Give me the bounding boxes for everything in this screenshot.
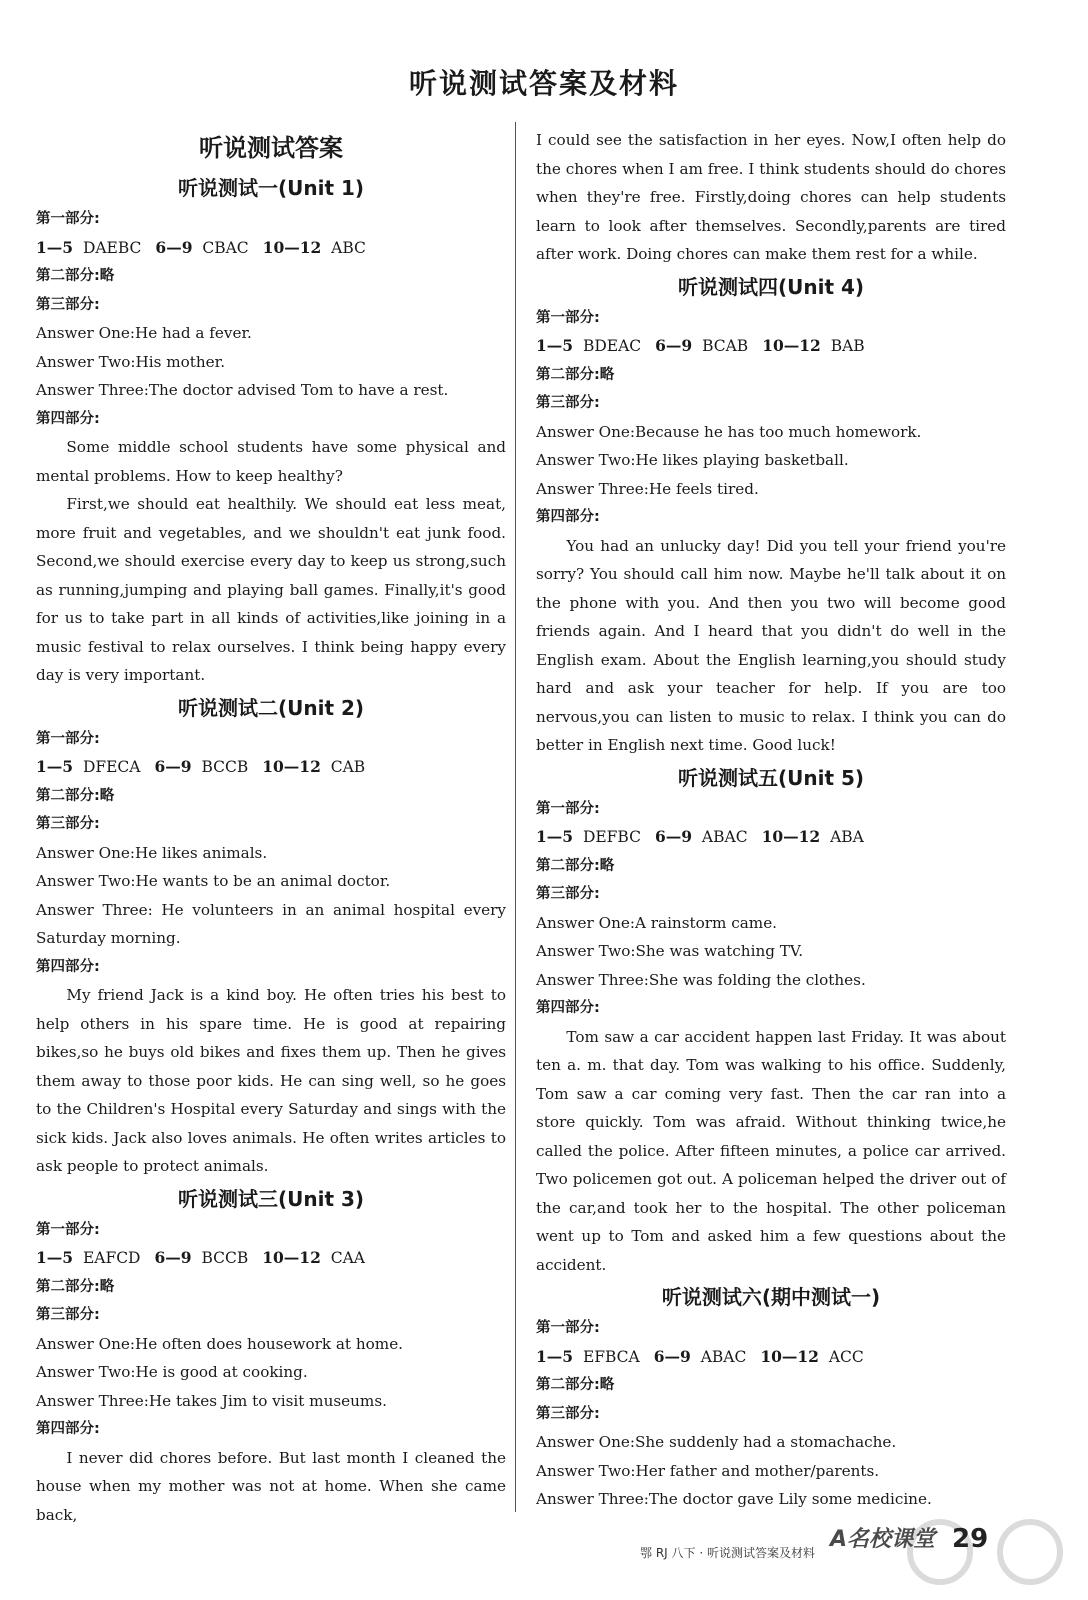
passage-continuation: I could see the satisfaction in her eyes. Now,I often help do the chores when I am free. I think students should do chores when they're free. Firstly,doing chores can help students learn to look after themselves. Secondly,parents are tired after work. Doing chores can make them rest for a while. xyxy=(536,131,1006,263)
part-2-label: 第二部分:略 xyxy=(536,366,615,383)
part-3-label: 第三部分: xyxy=(36,296,100,313)
answer-two: Answer Two:His mother. xyxy=(36,352,226,371)
right-column xyxy=(536,126,1006,1514)
answer-one: Answer One:Because he has too much homework. xyxy=(536,422,922,441)
part-2-label: 第二部分:略 xyxy=(36,787,115,804)
part-3-label: 第三部分: xyxy=(36,1307,100,1323)
answer-key-row: 1—5 DEFBC 6—9 ABAC 10—12 ABA xyxy=(536,827,864,846)
part-1-label: 第一部分: xyxy=(36,1221,100,1238)
answer-three: Answer Three: He volunteers in an animal hospital every Saturday morning. xyxy=(36,900,506,947)
answer-two: Answer Two:He likes playing basketball. xyxy=(536,451,849,469)
answer-key-row: 1—5 EFBCA 6—9 ABAC 10—12 ACC xyxy=(536,1346,864,1366)
answer-one: Answer One:A rainstorm came. xyxy=(536,913,778,932)
part-3-label: 第三部分: xyxy=(536,886,600,902)
part-2-label: 第二部分:略 xyxy=(536,857,615,874)
part-4-label: 第四部分: xyxy=(36,410,100,427)
answer-three: Answer Three:She was folding the clothes. xyxy=(536,970,866,989)
part-2-label: 第二部分:略 xyxy=(36,268,115,284)
answer-three: Answer Three:He feels tired. xyxy=(536,479,759,498)
answer-three: Answer Three:The doctor gave Lily some medicine. xyxy=(536,1490,932,1508)
left-column xyxy=(36,126,506,1529)
passage-paragraph: You had an unlucky day! Did you tell your friend you're sorry? You should call him now. Maybe he'll talk about it on the phone with you. And then you two will become good friends again. And I heard that you didn't do well in the English exam. About the English learning,you should study hard and ask your teacher for help. If you are too nervous,you can listen to music to relax. I think you can do better in English next time. Good luck! xyxy=(536,536,1006,754)
column-divider xyxy=(515,122,516,1512)
answer-one: Answer One:He often does housework at home. xyxy=(36,1334,404,1353)
part-4-label: 第四部分: xyxy=(536,1000,600,1016)
part-4-label: 第四部分: xyxy=(36,1421,100,1437)
answer-key-row: 1—5 DAEBC 6—9 CBAC 10—12 ABC xyxy=(36,237,366,257)
answer-key-row: 1—5 EAFCD 6—9 BCCB 10—12 CAA xyxy=(36,1248,365,1267)
part-1-label: 第一部分: xyxy=(36,730,100,747)
answer-two: Answer Two:She was watching TV. xyxy=(536,942,804,960)
section-heading: 听说测试答案 xyxy=(199,134,343,162)
test-5-heading: 听说测试五(Unit 5) xyxy=(677,765,865,790)
answer-two: Answer Two:He wants to be an animal doctor. xyxy=(36,872,391,890)
part-4-label: 第四部分: xyxy=(536,509,600,525)
test-3-heading: 听说测试三(Unit 3) xyxy=(177,1186,365,1211)
part-1-label: 第一部分: xyxy=(536,1320,600,1336)
test-1-heading: 听说测试一(Unit 1) xyxy=(177,176,365,200)
footer-text: 鄂 RJ 八下 · 听说测试答案及材料 xyxy=(640,1546,815,1560)
part-3-label: 第三部分: xyxy=(536,1405,600,1422)
brand-logo: A名校课堂 xyxy=(830,1527,936,1552)
answer-key-row: 1—5 BDEAC 6—9 BCAB 10—12 BAB xyxy=(536,336,865,355)
answer-two: Answer Two:Her father and mother/parents. xyxy=(536,1461,880,1480)
passage-paragraph: Some middle school students have some physical and mental problems. How to keep healthy? xyxy=(36,438,506,485)
part-4-label: 第四部分: xyxy=(36,958,100,975)
passage-paragraph: My friend Jack is a kind boy. He often tries his best to help others in his spare time. He is good at repairing bikes,so he buys old bikes and fixes them up. Then he gives them away to those poor kids. He can sing well, so he goes to the Children's Hospital every Saturday and sings with the sick kids. Jack also loves animals. He often writes articles to ask people to protect animals. xyxy=(36,986,506,1175)
part-3-label: 第三部分: xyxy=(36,816,100,832)
page-number: 29 xyxy=(952,1524,989,1554)
passage-paragraph: First,we should eat healthily. We should eat less meat, more fruit and vegetables, and we shouldn't eat junk food. Second,we should exercise every day to keep us strong,such as running,jumping and playing ball games. Finally,it's good for us to take part in all kinds of activities,like joining in a music festival to relax ourselves. I think being happy every day is very important. xyxy=(36,495,506,684)
answer-two: Answer Two:He is good at cooking. xyxy=(36,1363,308,1381)
answer-three: Answer Three:He takes Jim to visit museums. xyxy=(36,1391,387,1410)
answer-key-row: 1—5 DFECA 6—9 BCCB 10—12 CAB xyxy=(36,757,366,776)
part-1-label: 第一部分: xyxy=(36,211,100,227)
part-2-label: 第二部分:略 xyxy=(36,1278,115,1295)
part-3-label: 第三部分: xyxy=(536,395,600,411)
answer-one: Answer One:He likes animals. xyxy=(36,843,268,862)
answer-one: Answer One:He had a fever. xyxy=(36,324,252,342)
part-1-label: 第一部分: xyxy=(536,309,600,326)
page-title: 听说测试答案及材料 xyxy=(408,67,679,100)
part-2-label: 第二部分:略 xyxy=(536,1377,615,1393)
passage-paragraph: Tom saw a car accident happen last Friday. It was about ten a. m. that day. Tom was walking to his office. Suddenly, Tom saw a car coming very fast. Then the car ran into a store quickly. Tom was afraid. Without thinking twice,he called the police. After fifteen minutes, a police car arrived. Two policemen got out. A policeman helped the driver out of the car,and took her to the hospital. The other policeman went up to Tom and asked him a few questions about the accident. xyxy=(536,1027,1006,1274)
test-2-heading: 听说测试二(Unit 2) xyxy=(177,695,365,720)
test-6-heading: 听说测试六(期中测试一) xyxy=(661,1285,881,1309)
part-1-label: 第一部分: xyxy=(536,800,600,817)
answer-one: Answer One:She suddenly had a stomachache. xyxy=(536,1433,897,1451)
test-4-heading: 听说测试四(Unit 4) xyxy=(677,274,865,299)
answer-three: Answer Three:The doctor advised Tom to have a rest. xyxy=(36,381,449,399)
passage-paragraph: I never did chores before. But last month I cleaned the house when my mother was not at home. When she came back, xyxy=(36,1448,506,1524)
